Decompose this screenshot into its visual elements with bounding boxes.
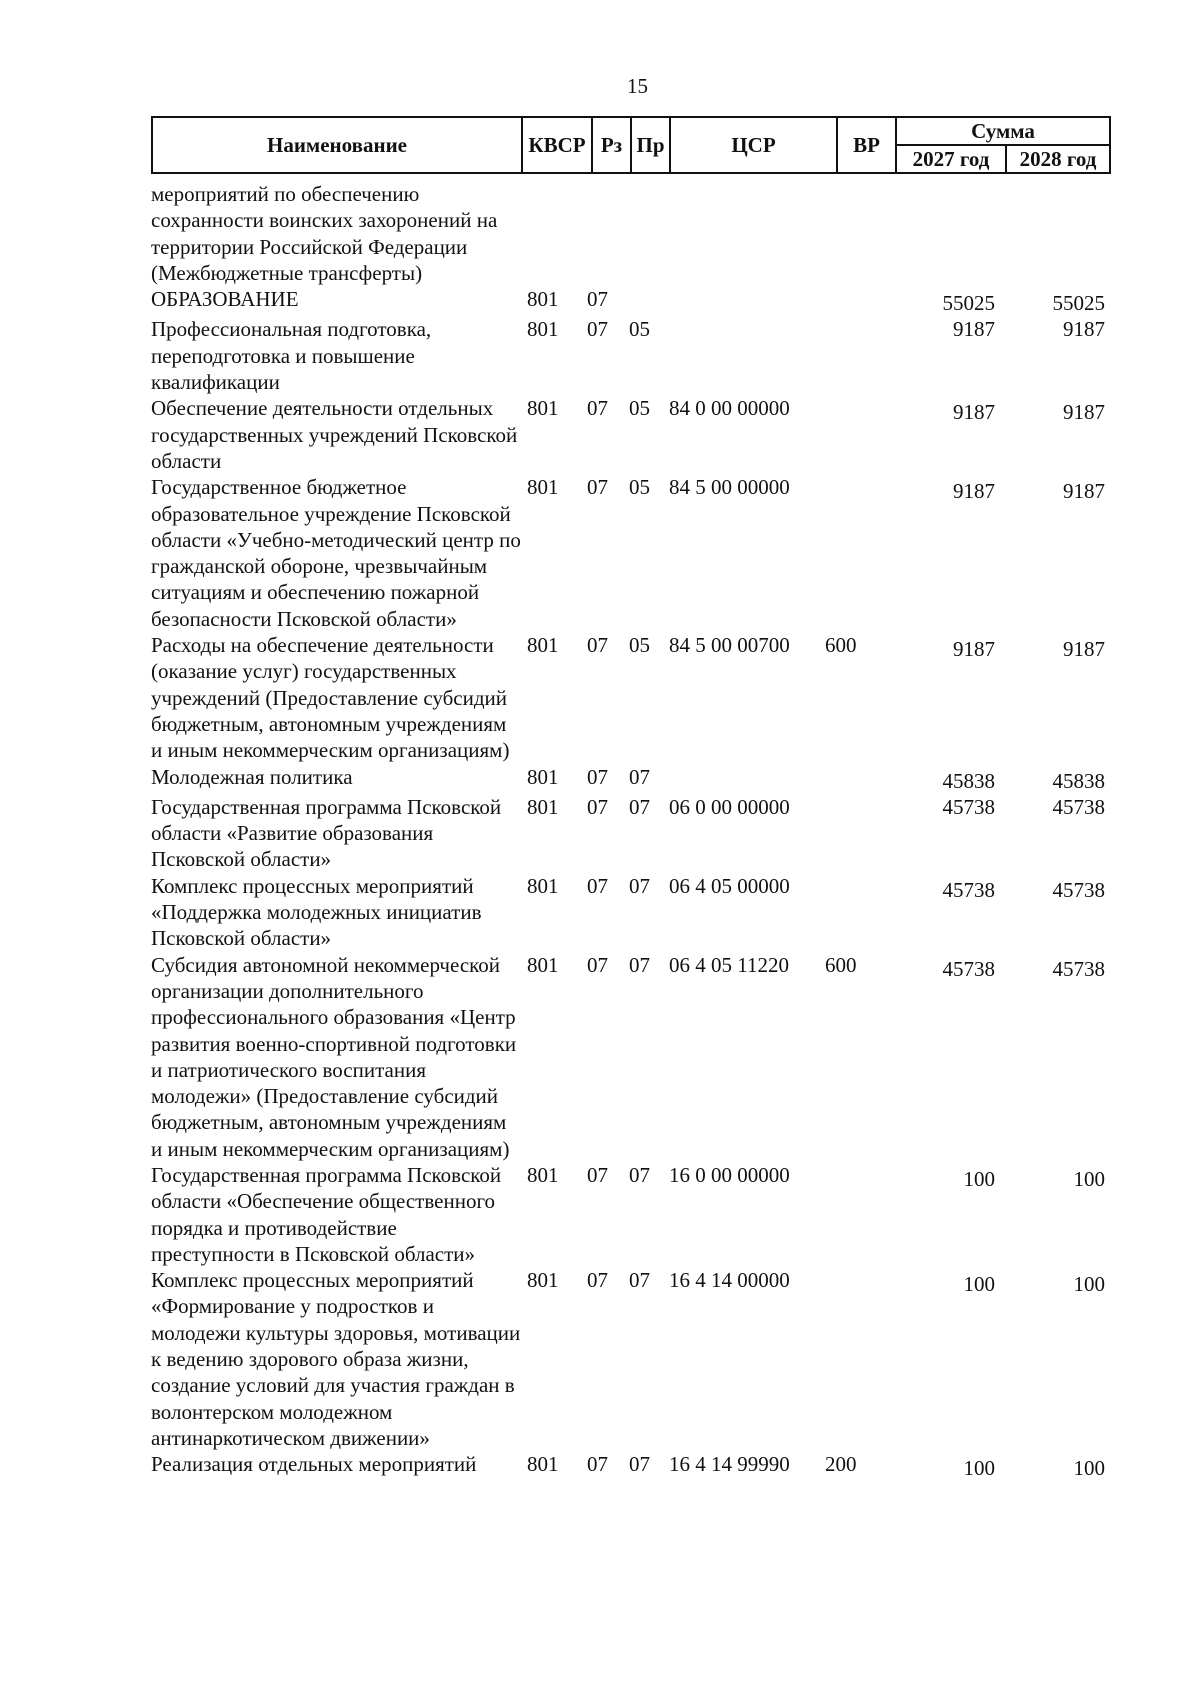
cell-rz: 07: [587, 317, 608, 342]
cell-2028: 9187: [1063, 637, 1105, 662]
cell-kvsr: 801: [527, 1452, 559, 1477]
cell-csr: 16 0 00 00000: [669, 1162, 790, 1187]
cell-rz: 07: [587, 764, 608, 789]
cell-2028: 45838: [1052, 768, 1105, 793]
table-row: [151, 316, 1117, 395]
table-row: [151, 1451, 1117, 1481]
cell-2027: 100: [963, 1166, 995, 1191]
cell-kvsr: 801: [527, 317, 559, 342]
cell-vr: 600: [825, 952, 857, 977]
column-header-2027: 2027 год: [896, 145, 1006, 173]
cell-rz: 07: [587, 952, 608, 977]
table-row: [151, 286, 1117, 316]
table-header: [151, 116, 1111, 174]
column-header-csr: ЦСР: [670, 117, 837, 173]
cell-kvsr: 801: [527, 396, 559, 421]
cell-kvsr: 801: [527, 952, 559, 977]
cell-csr: 16 4 14 00000: [669, 1268, 790, 1293]
cell-csr: 16 4 14 99990: [669, 1452, 790, 1477]
cell-2027: 45738: [942, 794, 995, 819]
cell-name: Молодежная политика: [151, 764, 353, 789]
cell-rz: 07: [587, 794, 608, 819]
cell-kvsr: 801: [527, 1162, 559, 1187]
cell-kvsr: 801: [527, 873, 559, 898]
column-header-2028: 2028 год: [1006, 145, 1110, 173]
cell-2027: 9187: [953, 479, 995, 504]
cell-kvsr: 801: [527, 287, 559, 312]
cell-name: Государственное бюджетное образовательное учреждение Псковской области «Учебно-методический центр по гражданской обороне, чрезвычайным ситуациям и обеспечению пожарной безопасности Псковской области»: [151, 475, 521, 631]
column-header-vr: ВР: [837, 117, 896, 173]
cell-2027: 45738: [942, 956, 995, 981]
cell-name: Государственная программа Псковской области «Обеспечение общественного порядка и противодействие преступности в Псковской области»: [151, 1162, 502, 1266]
cell-rz: 07: [587, 287, 608, 312]
cell-name: Профессиональная подготовка, переподготовка и повышение квалификации: [151, 317, 432, 395]
cell-2027: 55025: [942, 291, 995, 316]
cell-2027: 9187: [953, 400, 995, 425]
cell-csr: 84 5 00 00000: [669, 475, 790, 500]
column-header-pr: Пр: [631, 117, 670, 173]
cell-vr: 200: [825, 1452, 857, 1477]
column-header-kvsr: КВСР: [522, 117, 592, 173]
cell-name: Реализация отдельных мероприятий: [151, 1452, 477, 1477]
cell-2028: 9187: [1063, 479, 1105, 504]
cell-name: мероприятий по обеспечению сохранности воинских захоронений на территории Российской Федерации (Межбюджетные трансферты): [151, 182, 498, 285]
cell-rz: 07: [587, 633, 608, 658]
cell-2028: 9187: [1063, 400, 1105, 425]
table-row: [151, 952, 1117, 1162]
cell-2028: 100: [1073, 1272, 1105, 1297]
cell-rz: 07: [587, 1452, 608, 1477]
cell-2027: 9187: [953, 317, 995, 342]
cell-2027: 100: [963, 1272, 995, 1297]
column-header-name: Наименование: [152, 117, 522, 173]
cell-csr: 06 0 00 00000: [669, 794, 790, 819]
cell-name: Расходы на обеспечение деятельности (оказание услуг) государственных учреждений (Предоставление субсидий бюджетным, автономным учреждениям и иным некоммерческим организациям): [151, 633, 510, 763]
cell-rz: 07: [587, 396, 608, 421]
table-row: [151, 764, 1117, 794]
cell-name: Комплекс процессных мероприятий «Формирование у подростков и молодежи культуры здоровья, мотивации к ведению здорового образа жизни, создание условий для участия граждан в волонтерском молодежном антинаркотическом движении»: [151, 1268, 521, 1450]
cell-2028: 45738: [1052, 794, 1105, 819]
table-body: [151, 181, 1117, 1482]
cell-rz: 07: [587, 475, 608, 500]
cell-2028: 100: [1073, 1166, 1105, 1191]
cell-kvsr: 801: [527, 475, 559, 500]
cell-rz: 07: [587, 873, 608, 898]
cell-pr: 07: [629, 794, 650, 819]
cell-pr: 05: [629, 396, 650, 421]
table-row: [151, 1162, 1117, 1267]
cell-name: ОБРАЗОВАНИЕ: [151, 287, 299, 312]
cell-2028: 45738: [1052, 877, 1105, 902]
cell-name: Государственная программа Псковской области «Развитие образования Псковской области»: [151, 794, 502, 872]
cell-rz: 07: [587, 1268, 608, 1293]
table-row: [151, 794, 1117, 873]
cell-name: Субсидия автономной некоммерческой организации дополнительного профессионального образования «Центр развития военно-спортивной подготовки и патриотического воспитания молодежи» (Предоставление субсидий бюджетным, автономным учреждениям и иным некоммерческим организациям): [151, 952, 517, 1161]
table-row: [151, 474, 1117, 632]
page-number: 15: [627, 74, 648, 98]
cell-csr: 84 0 00 00000: [669, 396, 790, 421]
cell-kvsr: 801: [527, 1268, 559, 1293]
cell-pr: 07: [629, 1268, 650, 1293]
cell-pr: 05: [629, 317, 650, 342]
cell-csr: 06 4 05 00000: [669, 873, 790, 898]
cell-2028: 100: [1073, 1456, 1105, 1481]
cell-csr: 84 5 00 00700: [669, 633, 790, 658]
cell-rz: 07: [587, 1162, 608, 1187]
table-row: [151, 1267, 1117, 1451]
table-row: [151, 181, 1117, 286]
cell-name: Комплекс процессных мероприятий «Поддержка молодежных инициатив Псковской области»: [151, 873, 482, 951]
cell-2027: 45838: [942, 768, 995, 793]
cell-kvsr: 801: [527, 794, 559, 819]
cell-pr: 07: [629, 873, 650, 898]
cell-2027: 100: [963, 1456, 995, 1481]
cell-kvsr: 801: [527, 633, 559, 658]
cell-pr: 05: [629, 475, 650, 500]
column-header-sum: Сумма: [896, 117, 1110, 145]
table-row: [151, 395, 1117, 474]
cell-pr: 05: [629, 633, 650, 658]
cell-vr: 600: [825, 633, 857, 658]
cell-csr: 06 4 05 11220: [669, 952, 789, 977]
table-row: [151, 632, 1117, 763]
cell-2028: 9187: [1063, 317, 1105, 342]
cell-2028: 45738: [1052, 956, 1105, 981]
cell-pr: 07: [629, 764, 650, 789]
cell-pr: 07: [629, 952, 650, 977]
cell-kvsr: 801: [527, 764, 559, 789]
table-row: [151, 873, 1117, 952]
cell-2027: 9187: [953, 637, 995, 662]
cell-2027: 45738: [942, 877, 995, 902]
column-header-rz: Рз: [592, 117, 631, 173]
cell-name: Обеспечение деятельности отдельных государственных учреждений Псковской области: [151, 396, 518, 473]
cell-pr: 07: [629, 1162, 650, 1187]
cell-2028: 55025: [1052, 291, 1105, 316]
cell-pr: 07: [629, 1452, 650, 1477]
